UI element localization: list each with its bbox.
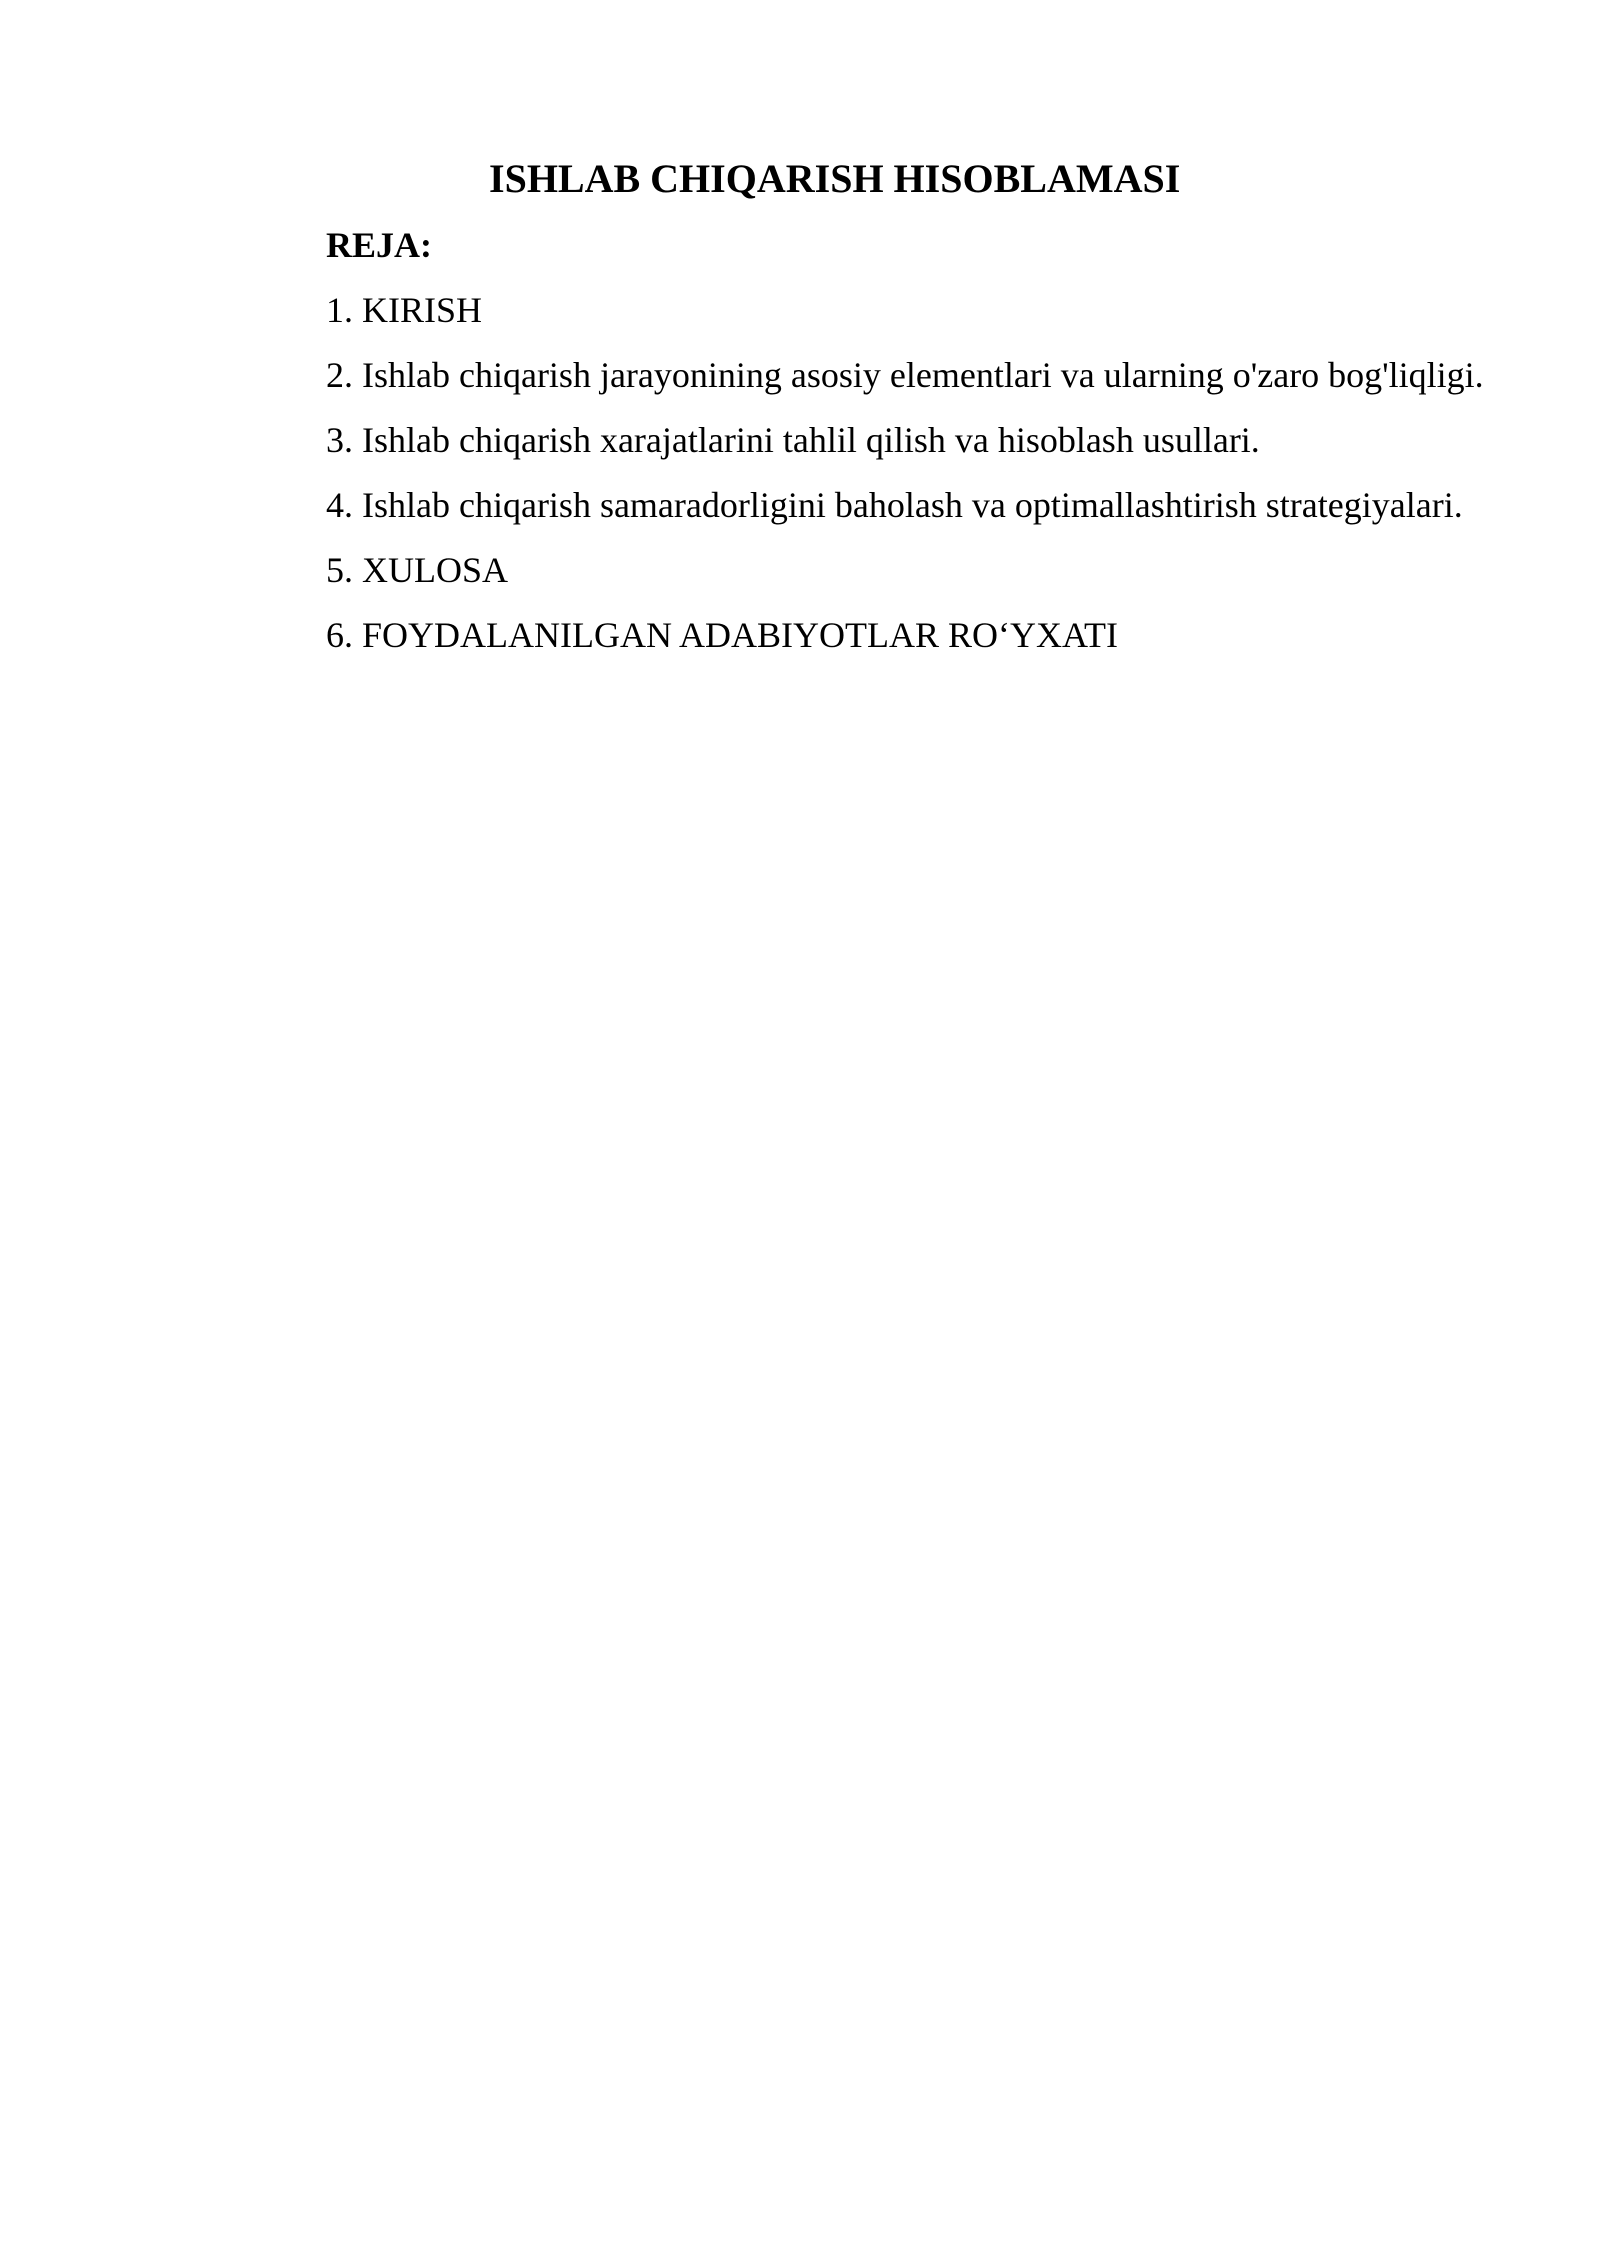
plan-item-2: 2. Ishlab chiqarish jarayonining asosiy elementlari va ularning o'zaro bog'liqligi.: [326, 355, 1484, 395]
document-body: [229, 150, 1491, 668]
plan-item-5: 5. XULOSA: [326, 550, 509, 590]
plan-heading: REJA:: [326, 225, 432, 265]
plan-item-3: 3. Ishlab chiqarish xarajatlarini tahlil qilish va hisoblash usullari.: [326, 420, 1260, 460]
plan-item-6: 6. FOYDALANILGAN ADABIYOTLAR RO‘YXATI: [326, 615, 1118, 655]
plan-item-4: 4. Ishlab chiqarish samaradorligini baholash va optimallashtirish strategiyalari.: [326, 485, 1463, 525]
document-title: ISHLAB CHIQARISH HISOBLAMASI: [489, 156, 1181, 201]
plan-item-1: 1. KIRISH: [326, 290, 483, 330]
